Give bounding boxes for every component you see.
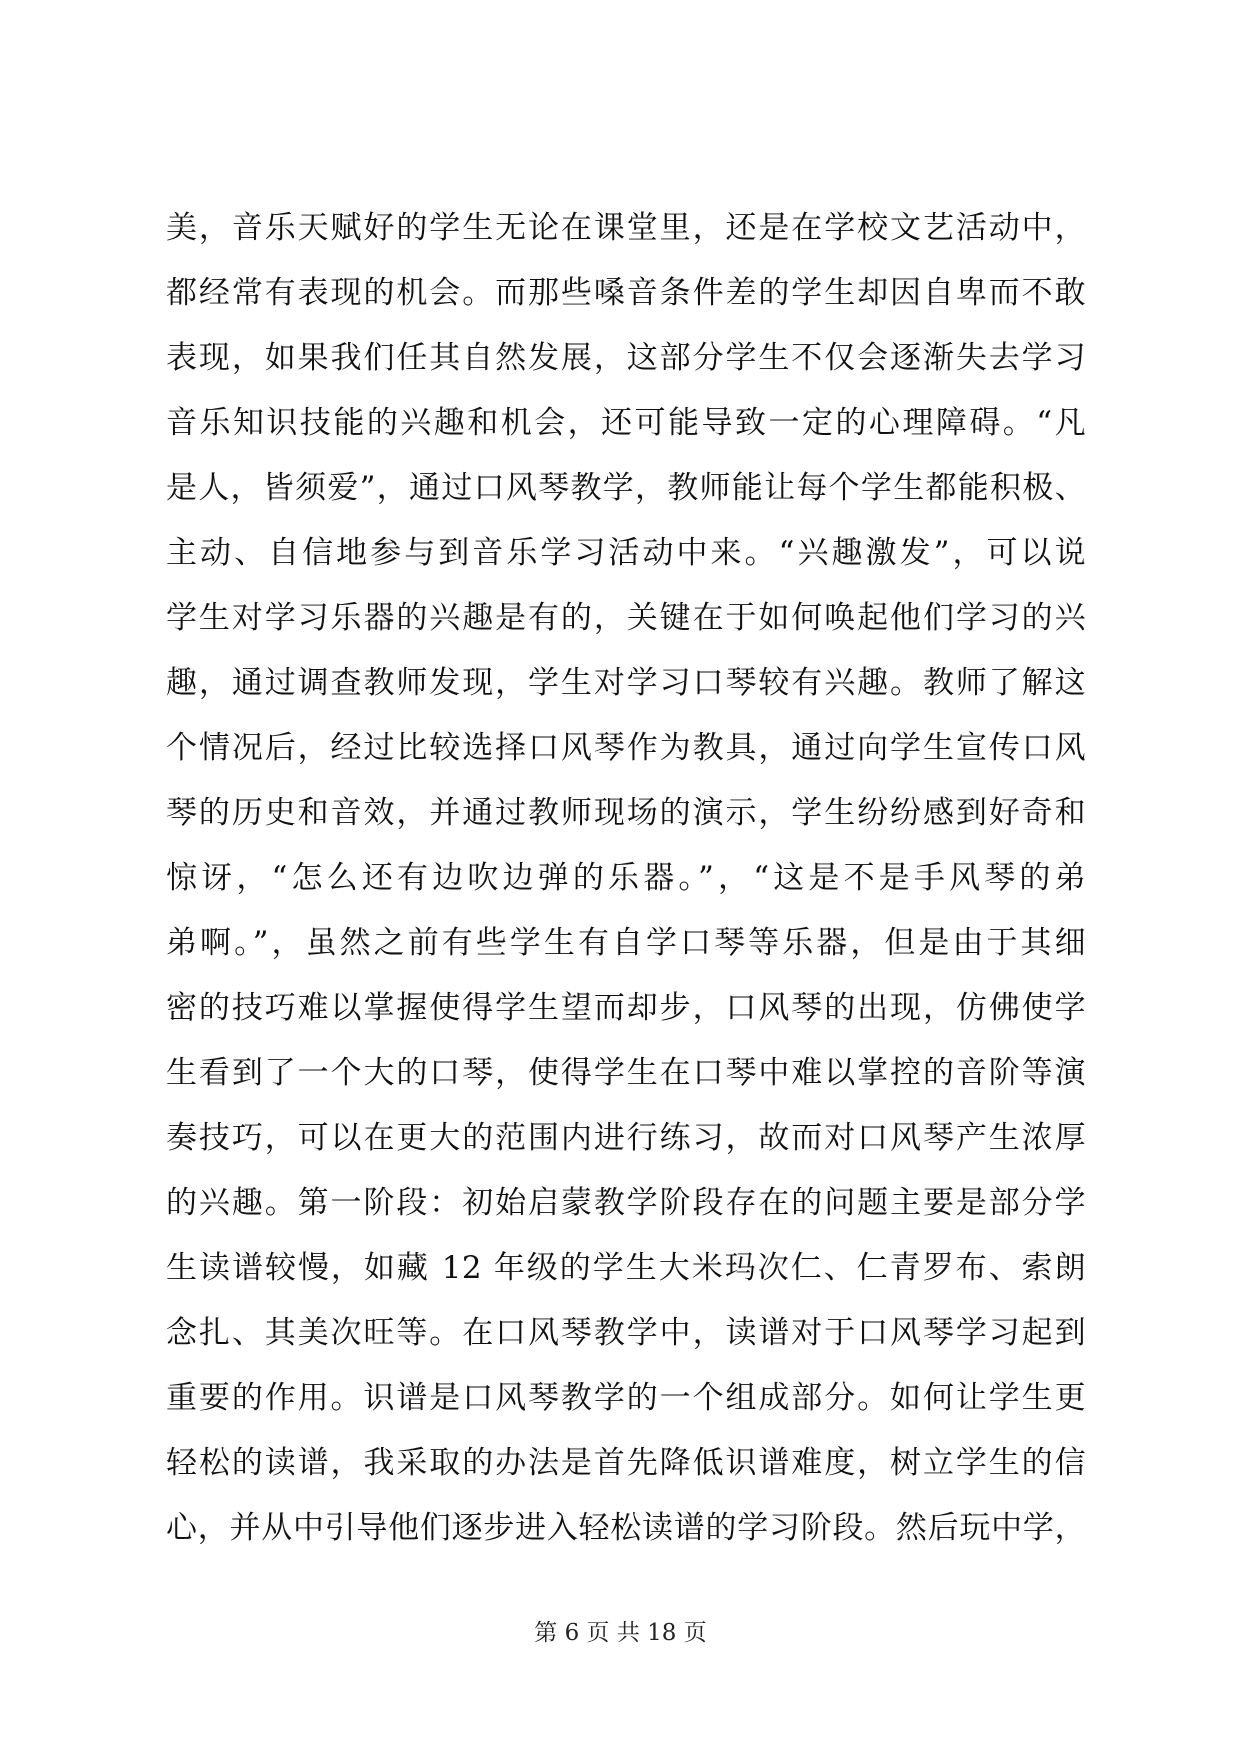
text-line: 奏技巧，可以在更大的范围内进行练习，故而对口风琴产生浓厚	[166, 1120, 1086, 1156]
text-line: 的兴趣。第一阶段：初始启蒙教学阶段存在的问题主要是部分学	[166, 1185, 1086, 1221]
text-line: 念扎、其美次旺等。在口风琴教学中，读谱对于口风琴学习起到	[166, 1315, 1086, 1351]
text-line: 生读谱较慢，如藏 12 年级的学生大米玛次仁、仁青罗布、索朗	[166, 1250, 1086, 1286]
page-footer: 第 6 页 共 18 页	[534, 1620, 707, 1646]
text-line: 趣，通过调查教师发现，学生对学习口琴较有兴趣。教师了解这	[166, 665, 1086, 701]
text-line: 轻松的读谱，我采取的办法是首先降低识谱难度，树立学生的信	[166, 1445, 1086, 1481]
text-line: 主动、自信地参与到音乐学习活动中来。“兴趣激发”，可以说	[166, 535, 1086, 571]
text-line: 个情况后，经过比较选择口风琴作为教具，通过向学生宣传口风	[166, 730, 1086, 766]
text-line: 惊讶，“怎么还有边吹边弹的乐器。”，“这是不是手风琴的弟	[166, 860, 1086, 896]
text-line: 音乐知识技能的兴趣和机会，还可能导致一定的心理障碍。“凡	[166, 405, 1086, 441]
text-line: 是人，皆须爱”，通过口风琴教学，教师能让每个学生都能积极、	[166, 470, 1086, 506]
text-line: 表现，如果我们任其自然发展，这部分学生不仅会逐渐失去学习	[166, 340, 1086, 376]
text-line: 美，音乐天赋好的学生无论在课堂里，还是在学校文艺活动中，	[166, 210, 1086, 246]
text-line: 弟啊。”，虽然之前有些学生有自学口琴等乐器，但是由于其细	[166, 925, 1086, 961]
text-line: 重要的作用。识谱是口风琴教学的一个组成部分。如何让学生更	[166, 1380, 1086, 1416]
text-line: 琴的历史和音效，并通过教师现场的演示，学生纷纷感到好奇和	[166, 795, 1086, 831]
text-line: 学生对学习乐器的兴趣是有的，关键在于如何唤起他们学习的兴	[166, 600, 1086, 636]
text-line: 生看到了一个大的口琴，使得学生在口琴中难以掌控的音阶等演	[166, 1055, 1086, 1091]
text-line: 密的技巧难以掌握使得学生望而却步，口风琴的出现，仿佛使学	[166, 990, 1086, 1026]
text-line: 都经常有表现的机会。而那些嗓音条件差的学生却因自卑而不敢	[166, 275, 1086, 311]
text-line: 心，并从中引导他们逐步进入轻松读谱的学习阶段。然后玩中学，	[166, 1510, 1086, 1546]
body-text	[166, 196, 1086, 1561]
